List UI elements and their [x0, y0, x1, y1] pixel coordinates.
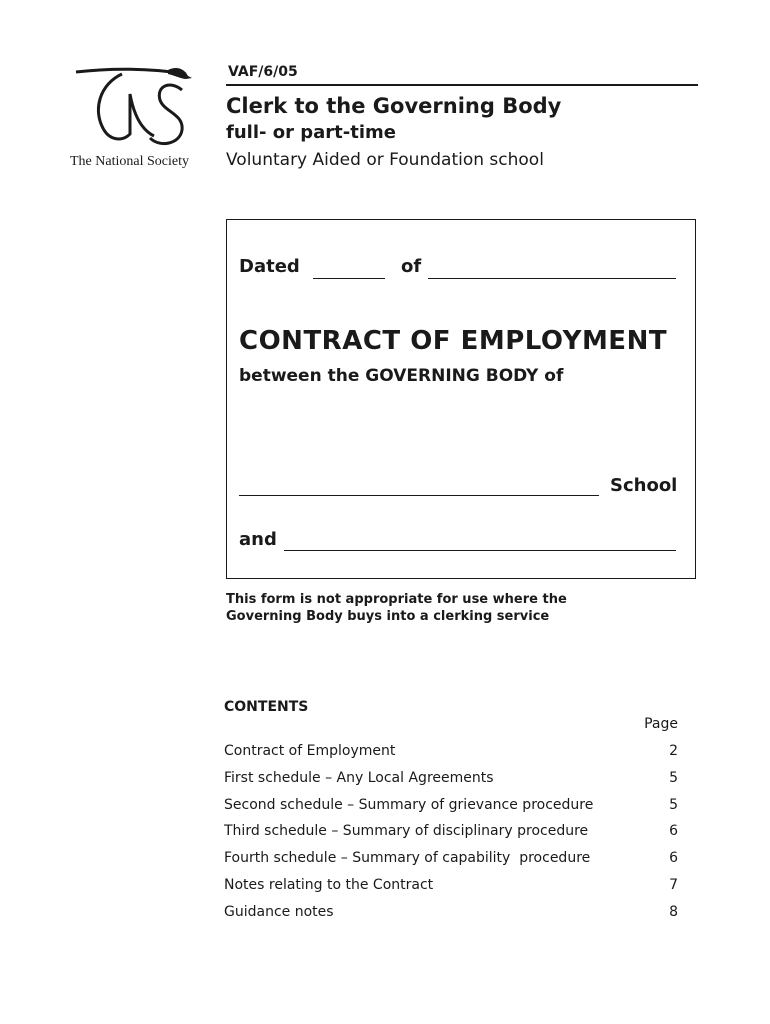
contents-item	[224, 822, 678, 849]
contents-item-title: Contract of Employment	[224, 743, 396, 759]
usage-note-line: This form is not appropriate for use where the	[226, 592, 567, 607]
contents-item	[224, 849, 678, 876]
contents-item	[224, 903, 678, 930]
page-subtitle: full- or part-time	[226, 122, 396, 143]
contents-item-page: 6	[669, 850, 678, 867]
contents-item-page: 7	[669, 876, 678, 893]
contents-item	[224, 796, 678, 823]
contents-item-page: 5	[669, 796, 678, 813]
contents-item	[224, 742, 678, 769]
usage-note	[226, 591, 567, 625]
contents-item-title: First schedule – Any Local Agreements	[224, 769, 494, 786]
school-name-field[interactable]	[239, 495, 599, 496]
contents-item-title: Fourth schedule – Summary of capability procedure	[224, 850, 591, 867]
logo-caption: The National Society	[70, 154, 189, 169]
page-title: Clerk to the Governing Body	[226, 94, 562, 118]
national-society-logo	[70, 64, 210, 174]
contents-item-page: 5	[669, 769, 678, 786]
national-society-logo-icon	[70, 64, 210, 154]
contents-item-title: Notes relating to the Contract	[224, 876, 434, 893]
school-type: Voluntary Aided or Foundation school	[226, 150, 544, 170]
contents-item-title: Third schedule – Summary of disciplinary procedure	[224, 823, 589, 840]
contents-item	[224, 876, 678, 903]
of-field[interactable]	[428, 278, 676, 279]
contents-list	[224, 742, 678, 930]
between-label: between the GOVERNING BODY of	[239, 366, 564, 386]
reference-code: VAF/6/05	[228, 64, 298, 80]
contract-title: CONTRACT OF EMPLOYMENT	[239, 326, 668, 356]
contract-box	[226, 219, 696, 579]
page-column-heading: Page	[644, 716, 678, 732]
contents-item-title: Guidance notes	[224, 903, 334, 920]
contents-item-page: 6	[669, 823, 678, 840]
dated-label: Dated	[239, 256, 300, 277]
dated-field[interactable]	[313, 278, 385, 279]
contents-heading: CONTENTS	[224, 699, 309, 715]
and-label: and	[239, 529, 277, 550]
contents-item	[224, 769, 678, 796]
header-divider	[226, 84, 698, 86]
contents-item-page: 8	[669, 903, 678, 920]
contents-item-page: 2	[669, 743, 678, 759]
employee-name-field[interactable]	[284, 550, 676, 551]
usage-note-line: Governing Body buys into a clerking service	[226, 609, 550, 624]
contents-item-title: Second schedule – Summary of grievance procedure	[224, 796, 594, 813]
of-label: of	[401, 256, 422, 277]
school-label: School	[610, 475, 678, 496]
